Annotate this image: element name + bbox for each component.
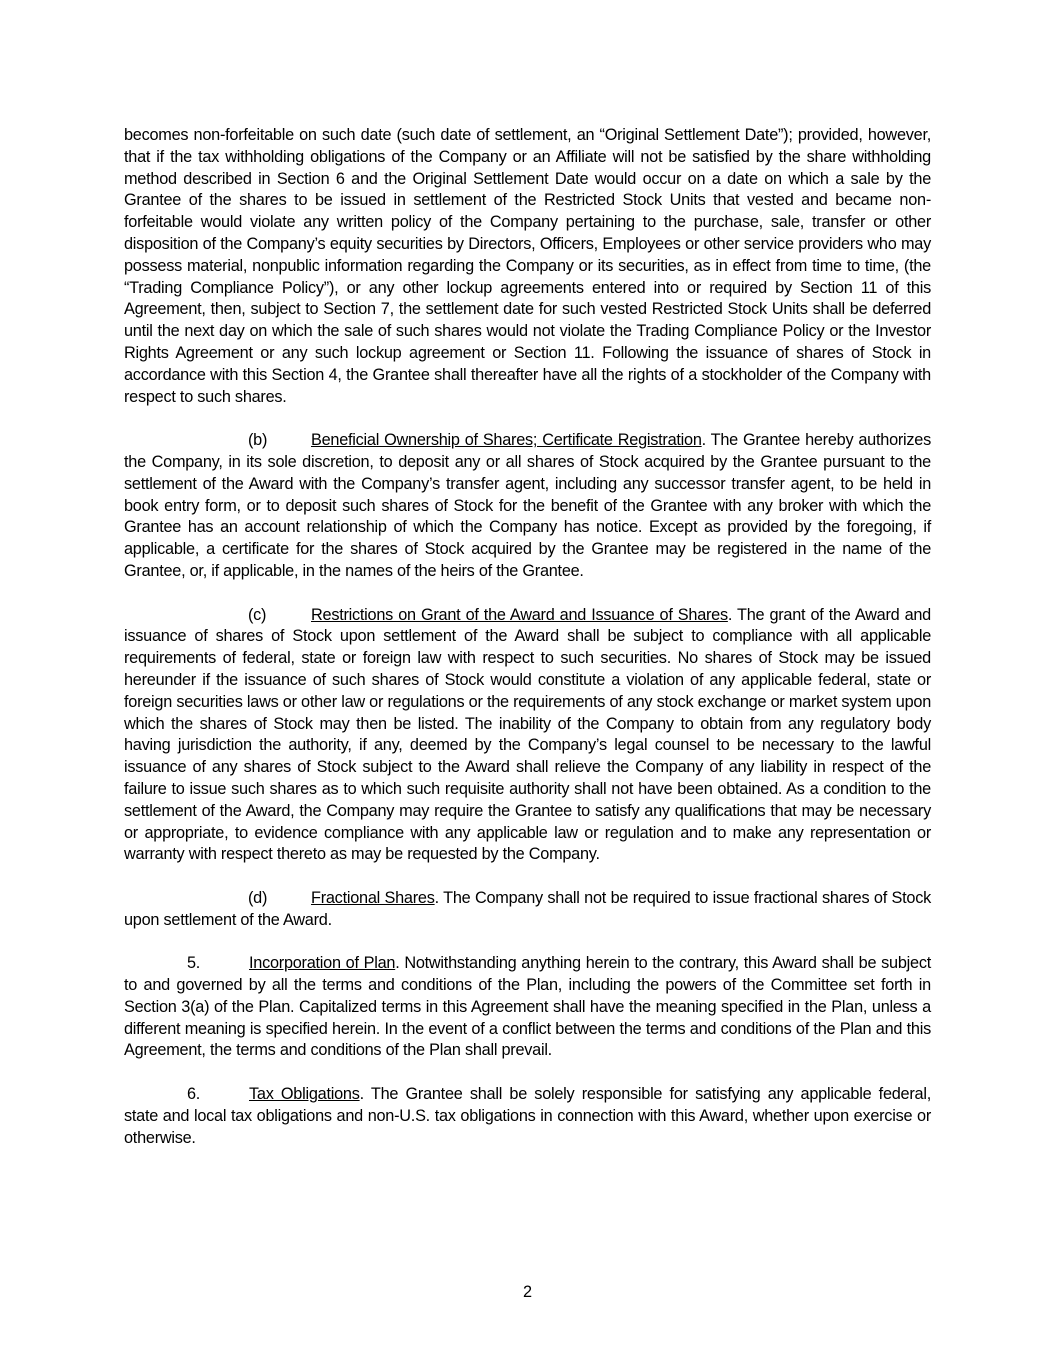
- paragraph-enumerator: (b): [248, 431, 268, 450]
- paragraph-enumerator: (c): [248, 605, 267, 624]
- paragraph-text: . The Company shall not be required to issue fractional shares of Stock upon settlement of the Award.: [124, 888, 931, 929]
- paragraph-4b: [124, 430, 931, 583]
- paragraph-heading: Fractional Shares: [311, 888, 435, 907]
- section-text: . The Grantee shall be solely responsible for satisfying any applicable federal, state and local tax obligations and non-U.S. tax obligations in connection with this Award, whether upon exercise or otherwise.: [124, 1085, 931, 1147]
- paragraph-enumerator: (d): [248, 888, 268, 907]
- section-heading: Incorporation of Plan: [249, 954, 396, 973]
- paragraph-settlement-continuation: [124, 125, 931, 408]
- section-6: [124, 1084, 931, 1149]
- paragraph-4d: [124, 888, 931, 932]
- paragraph-text: . The Grantee hereby authorizes the Company, in its sole discretion, to deposit any or all shares of Stock acquired by the Grantee pursuant to the settlement of the Award with the Company’s transfer agent, including any successor transfer agent, to be held in book entry form, or to deposit such shares of Stock for the benefit of the Grantee with any broker with which the Grantee has an account relationship of which the Company has notice. Except as provided by the foregoing, if applicable, a certificate for the shares of Stock acquired by the Grantee may be registered in the name of the Grantee, or, if applicable, in the names of the heirs of the Grantee.: [124, 431, 931, 580]
- paragraph-heading: Restrictions on Grant of the Award and Issuance of Shares: [311, 605, 728, 624]
- paragraph-text: becomes non-forfeitable on such date (such date of settlement, an “Original Settlement Date”); provided, however, that if the tax withholding obligations of the Company or an Affiliate will not be satisfied by the share withholding method described in Section 6 and the Original Settlement Date would occur on a date on which a sale by the Grantee of the shares to be issued in settlement of the Restricted Stock Units that vested and became non-forfeitable would violate any written policy of the Company pertaining to the purchase, sale, transfer or other disposition of the Company’s equity securities by Directors, Officers, Employees or other service providers who may possess material, nonpublic information regarding the Company or its securities, as in effect from time to time, (the “Trading Compliance Policy”), or any other lockup agreements entered into or required by Section 11 of this Agreement, then, subject to Section 7, the settlement date for such vested Restricted Stock Units shall be deferred until the next day on which the sale of such shares would not violate the Trading Compliance Policy or the Investor Rights Agreement or any such lockup agreement or Section 11. Following the issuance of shares of Stock in accordance with this Section 4, the Grantee shall thereafter have all the rights of a stockholder of the Company with respect to such shares.: [124, 126, 931, 406]
- section-number: 5.: [187, 954, 201, 973]
- page-number: 2: [522, 1283, 533, 1301]
- document-body: [124, 125, 931, 1171]
- section-text: . Notwithstanding anything herein to the contrary, this Award shall be subject to and governed by all the terms and conditions of the Plan, including the powers of the Committee set forth in Section 3(a) of the Plan. Capitalized terms in this Agreement shall have the meaning specified in the Plan, unless a different meaning is specified herein. In the event of a conflict between the terms and conditions of the Plan and this Agreement, the terms and conditions of the Plan shall prevail.: [124, 954, 931, 1060]
- section-5: [124, 953, 931, 1062]
- paragraph-text: . The grant of the Award and issuance of shares of Stock upon settlement of the Award shall be subject to compliance with all applicable requirements of federal, state or foreign law with respect to such securities. No shares of Stock may be issued hereunder if the issuance of such shares of Stock would constitute a violation of any applicable federal, state or foreign securities laws or other law or regulations or the requirements of any stock exchange or market system upon which the shares of Stock may then be listed. The inability of the Company to obtain from any regulatory body having jurisdiction the authority, if any, deemed by the Company’s legal counsel to be necessary to the lawful issuance of any shares of Stock subject to the Award shall relieve the Company of any liability in respect of the failure to issue such shares as to which such requisite authority shall not have been obtained. As a condition to the settlement of the Award, the Company may require the Grantee to satisfy any qualifications that may be necessary or appropriate, to evidence compliance with any applicable law or regulation and to make any representation or warranty with respect thereto as may be requested by the Company.: [124, 605, 931, 864]
- paragraph-heading: Beneficial Ownership of Shares; Certificate Registration: [311, 431, 702, 450]
- section-number: 6.: [187, 1085, 201, 1104]
- paragraph-4c: [124, 605, 931, 867]
- section-heading: Tax Obligations: [249, 1085, 360, 1104]
